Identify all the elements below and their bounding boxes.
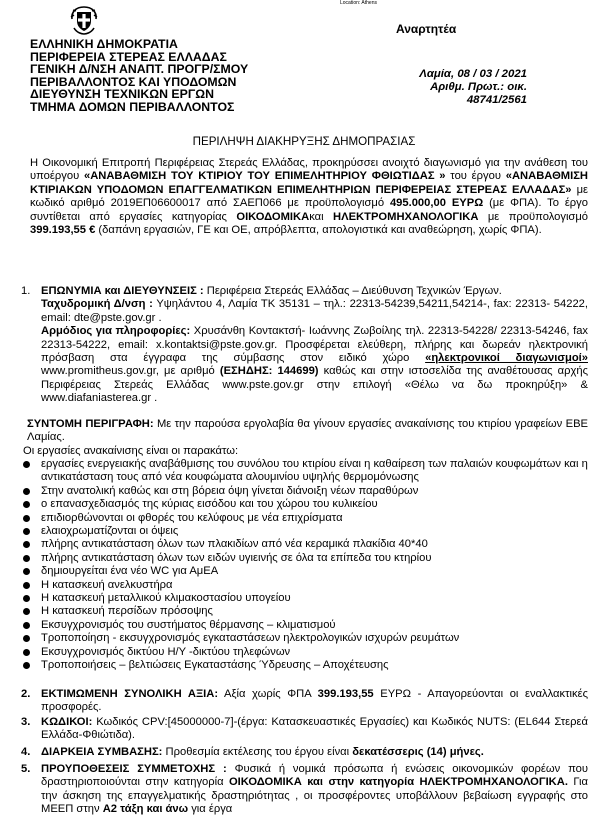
issuer-line: ΓΕΝΙΚΗ Δ/ΝΣΗ ΑΝΑΠΤ. ΠΡΟΓΡ/ΣΜΟΥ (30, 62, 249, 77)
document-type-label: Αναρτητέα (396, 22, 457, 36)
issuer-line: ΕΛΛΗΝΙΚΗ ΔΗΜΟΚΡΑΤΙΑ (30, 37, 178, 51)
greek-coat-of-arms-icon (68, 4, 100, 36)
section-number: 1. (21, 285, 31, 297)
section-1 (21, 285, 588, 406)
section-5: 5. ΠΡΟΥΠΟΘΕΣΕΙΣ ΣΥΜΜΕΤΟΧΗΣ : Φυσικά ή νομικά πρόσωπα ή ενώσεις οικονομικών φορέων που δραστηριοποιούνται στην κατηγορία ΟΙΚΟΔΟΜΙΚΑ και στην κατηγορία ΗΛΕΚΤΡΟΜΗΧΑΝΟΛΟΓΙΚΑ. Για την άσκηση της επαγγελματικής δραστηριότητας , οι προσφέροντες υποβάλλουν βεβαίωση εγγραφής στο ΜΕΕΠ στην Α2 τάξη και άνω για έργα (21, 763, 588, 816)
list-item: ελαιοχρωματίζονται οι όψεις (19, 525, 589, 538)
list-item: Η κατασκευή μεταλλικού κλιμακοστασίου υπογείου (19, 592, 589, 605)
list-item: Η κατασκευή ανελκυστήρα (19, 579, 589, 592)
date-protocol-block (372, 68, 527, 107)
section-3: 3. ΚΩΔΙΚΟΙ: Κωδικός CPV:[45000000-7]-(έργα: Κατασκευαστικές Εργασίες) και Κωδικός NUTS: (EL644 Στερεά Ελλάδα-Φθιώτιδα). (21, 716, 588, 742)
issuer-line: ΠΕΡΙΦΕΡΕΙΑ ΣΤΕΡΕΑΣ ΕΛΛΑΔΑΣ (30, 49, 227, 64)
intro-paragraph: Η Οικονομική Επιτροπή Περιφέρειας Στερεάς Ελλάδας, προκηρύσσει ανοιχτό διαγωνισμό για την ανάθεση του υποέργου «ΑΝΑΒΑΘΜΙΣΗ ΤΟΥ ΚΤΙΡΙΟΥ ΤΟΥ ΕΠΙΜΕΛΗΤΗΡΙΟΥ ΦΘΙΩΤΙΔΑΣ » του έργου «ΑΝΑΒΑΘΜΙΣΗ ΚΤΙΡΙΑΚΩΝ ΥΠΟΔΟΜΩΝ ΕΠΑΓΓΕΛΜΑΤΙΚΩΝ ΕΠΙΜΕΛΗΤΗΡΙΩΝ ΠΕΡΙΦΕΡΕΙΑΣ ΣΤΕΡΕΑΣ ΕΛΛΑΔΑΣ» με κωδικό αριθμό 2019ΕΠ06600017 από ΣΑΕΠ066 με προϋπολογισμό 495.000,00 ΕΥΡΩ (με ΦΠΑ). Το έργο συντίθεται από εργασίες κατηγορίας ΟΙΚΟΔΟΜΙΚΑκαι ΗΛΕΚΤΡΟΜΗΧΑΝΟΛΟΓΙΚΑ με προϋπολογισμό 399.193,55 € (δαπάνη εργασιών, ΓΕ και ΟΕ, απρόβλεπτα, απολογιστικά και αναθεώρηση, χωρίς ΦΠΑ). (30, 157, 588, 237)
list-item: δημιουργείται ένα νέο WC για ΑμΕΑ (19, 565, 589, 578)
list-item: πλήρης αντικατάσταση όλων των ειδών υγιεινής σε όλα τα επίπεδα του κτηρίου (19, 552, 589, 565)
section-2: 2. ΕΚΤΙΜΩΜΕΝΗ ΣΥΝΟΛΙΚΗ ΑΞΙΑ: Αξία χωρίς ΦΠΑ 399.193,55 ΕΥΡΩ - Απαγορεύονται οι εναλλακτικές προσφορές. (21, 688, 589, 714)
list-item: Στην ανατολική καθώς και στη βόρεια όψη γίνεται διάνοιξη νέων παραθύρων (19, 485, 589, 498)
section-1-postal: Ταχυδρομική Δ/νση : Υψηλάντου 4, Λαμία ΤΚ 35131 – τηλ.: 22313-54239,54211,54214-, fax: 22313- 54222, email: dte@pste.gov.gr . (41, 298, 588, 324)
issuer-block (30, 38, 248, 114)
section-1-name: ΕΠΩΝΥΜΙΑ και ΔΙΕΥΘΥΝΣΕΙΣ : Περιφέρεια Στερεάς Ελλάδας – Διεύθυνση Τεχνικών Έργων. (41, 285, 502, 297)
works-list (19, 458, 589, 673)
list-item: εργασίες ενεργειακής αναβάθμισης του συνόλου του κτιρίου είναι η καθαίρεση των παλαιών κουφωμάτων και η αντικατάσταση τους από νέα κουφώματα αλουμινίου υψηλής θερμομόνωσης (19, 458, 589, 485)
issuer-line: ΠΕΡΙΒΑΛΛΟΝΤΟΣ ΚΑΙ ΥΠΟΔΟΜΩΝ (30, 74, 237, 89)
e-tenders-link[interactable]: «ηλεκτρονικοί διαγωνισμοί» (425, 352, 588, 365)
list-item: Εκσυγχρονισμός του συστήματος θέρμανσης – κλιματισμού (19, 619, 589, 632)
document-title: ΠΕΡΙΛΗΨΗ ΔΙΑΚΗΡΥΞΗΣ ΔΗΜΟΠΡΑΣΙΑΣ (192, 135, 416, 148)
short-description: ΣΥΝΤΟΜΗ ΠΕΡΙΓΡΑΦΗ: Με την παρούσα εργολαβία θα γίνουν εργασίες ανακαίνισης του κτιρίου γραφείων ΕΒΕ Λαμίας. (27, 418, 589, 444)
list-item: πλήρης αντικατάσταση όλων των πλακιδίων από νέα κεραμικά πλακίδια 40*40 (19, 538, 589, 551)
list-item: Τροποποιήσεις – βελτιώσεις Εγκαταστάσης Ύδρευσης – Αποχέτευσης (19, 659, 589, 672)
list-item: επιδιορθώνονται οι φθορές του κελύφους με νέα επιχρίσματα (19, 512, 589, 525)
location-caption: Location: Athens (340, 0, 377, 6)
section-4: 4. ΔΙΑΡΚΕΙΑ ΣΥΜΒΑΣΗΣ: Προθεσμία εκτέλεσης του έργου είναι δεκατέσσερις (14) μήνες. (21, 746, 484, 758)
list-item: Η κατασκευή περσίδων πρόσοψης (19, 605, 589, 618)
protocol-number: Αριθμ. Πρωτ.: οικ. 48741/2561 (430, 81, 527, 106)
list-item: ο επανασχεδιασμός της κύριας εισόδου και του χώρου του κυλικείου (19, 498, 589, 511)
date-line: Λαμία, 08 / 03 / 2021 (419, 68, 527, 80)
works-intro: Οι εργασίες ανακαίνισης είναι οι παρακάτω: (23, 445, 239, 457)
list-item: Εκσυγχρονισμός δικτύου Η/Υ -δικτύου τηλεφώνων (19, 646, 589, 659)
list-item: Τροποποίηση - εκσυγχρονισμός εγκαταστάσεων ηλεκτρολογικών ισχυρών ρευμάτων (19, 632, 589, 645)
issuer-line: ΔΙΕΥΘΥΝΣΗ ΤΕΧΝΙΚΩΝ ΕΡΓΩΝ (30, 87, 214, 102)
issuer-line: ΤΜΗΜΑ ΔΟΜΩΝ ΠΕΡΙΒΑΛΛΟΝΤΟΣ (30, 99, 235, 114)
section-1-info: Αρμόδιος για πληροφορίες: Χρυσάνθη Κοντακτσή- Ιωάννης Ζωβοίλης τηλ. 22313-54228/ 22313-54246, fax 22313-54222, email: x.kontaktsi@pste.gov.gr. Προσφέρεται ελεύθερη, πλήρης και δωρεάν ηλεκτρονική πρόσβαση στα έγγραφα της σύμβασης στον ειδικό χώρο «ηλεκτρονικοί διαγωνισμοί» www.promitheus.gov.gr, με αριθμό (ΕΣΗΔΗΣ: 144699) καθώς και στην ιστοσελίδα της αναθέτουσας αρχής Περιφέρειας Στερεάς Ελλάδας www.pste.gov.gr στην επιλογή «Θέλω να δω προκηρύξη» & www.diafaniasterea.gr . (41, 325, 589, 405)
